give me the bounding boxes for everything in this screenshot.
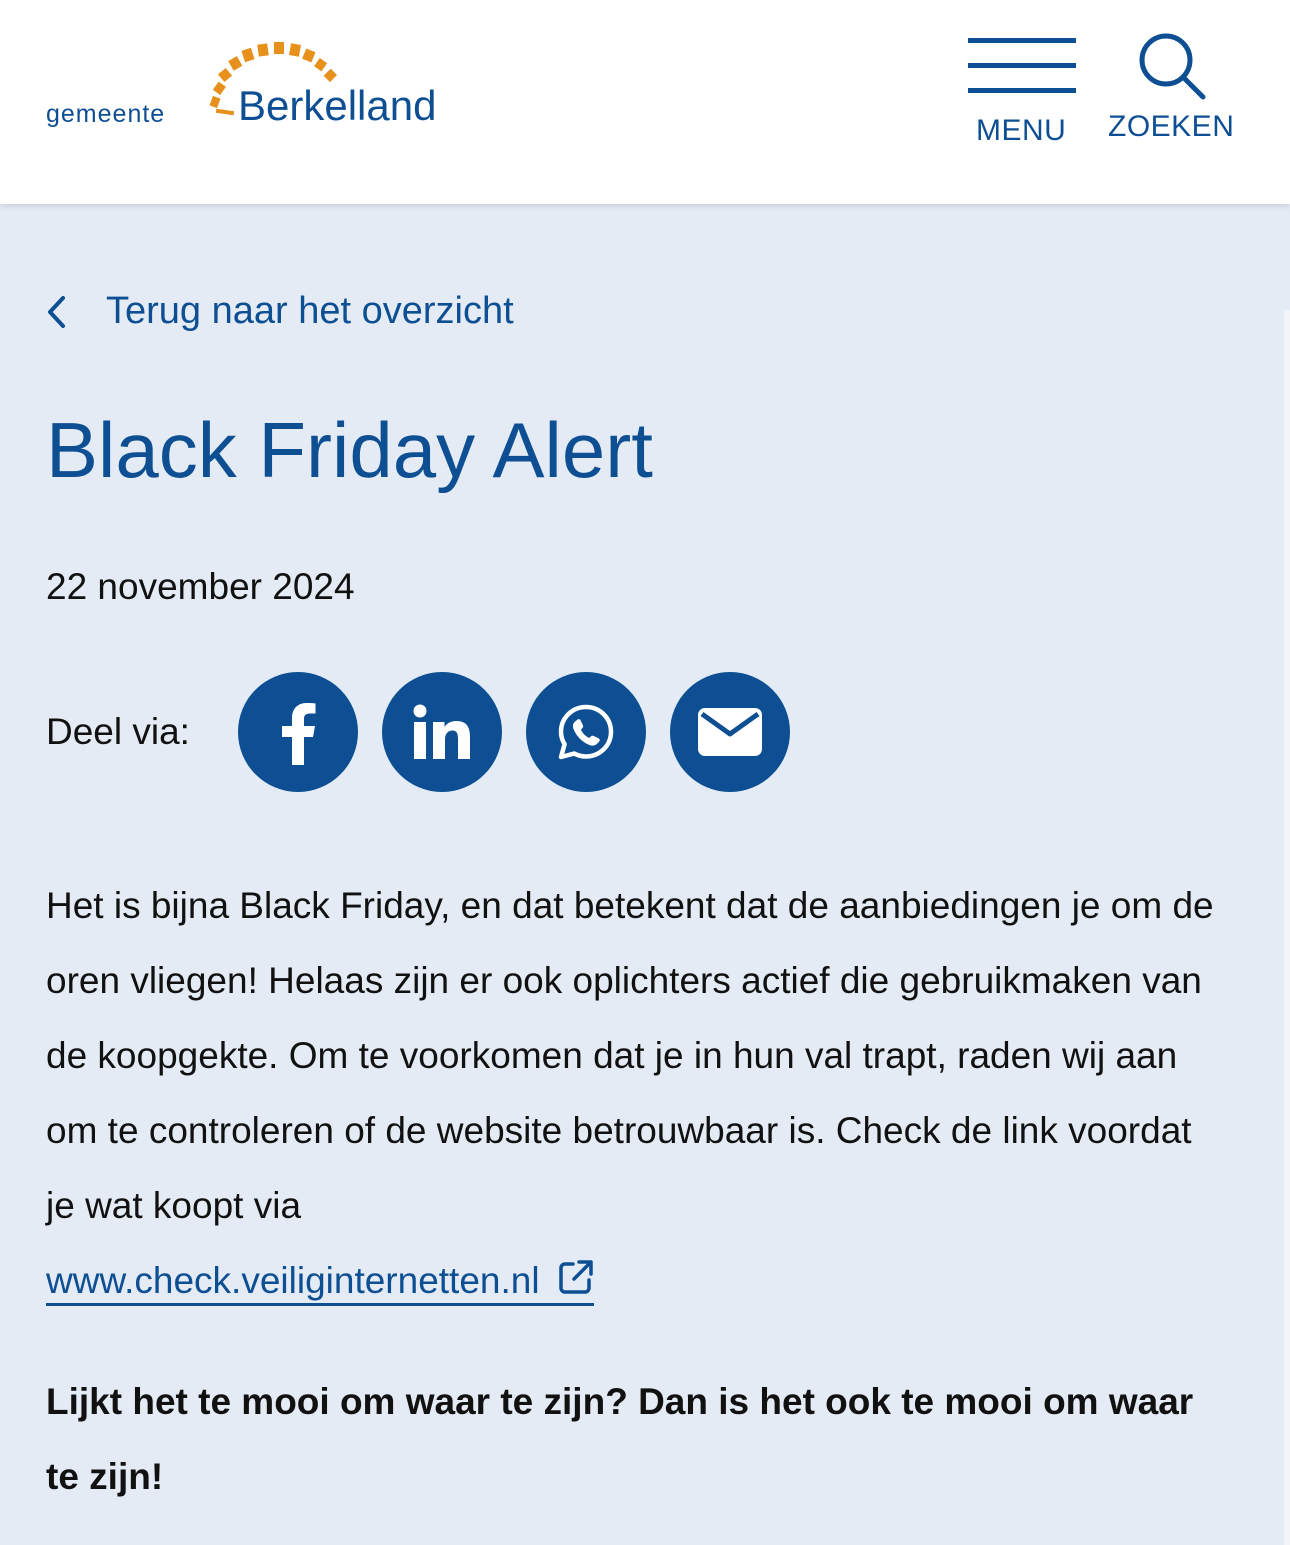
search-icon xyxy=(1136,30,1208,102)
facebook-icon xyxy=(278,699,318,765)
share-label: Deel via: xyxy=(46,711,190,752)
logo[interactable] xyxy=(46,40,466,140)
whatsapp-icon xyxy=(556,702,616,762)
menu-button[interactable] xyxy=(966,38,1078,158)
emphasis-text: Lijkt het te mooi om waar te zijn? Dan is het ook te mooi om waar te zijn! xyxy=(46,1381,1194,1497)
logo-name: Berkelland xyxy=(238,82,437,129)
article-body xyxy=(46,868,1226,1318)
back-link-label: Terug naar het overzicht xyxy=(106,290,514,332)
scrollbar[interactable] xyxy=(1284,310,1290,1545)
external-link[interactable] xyxy=(46,1260,594,1306)
back-to-overview-link[interactable] xyxy=(46,290,514,333)
linkedin-icon xyxy=(413,704,471,760)
mail-icon xyxy=(698,708,762,756)
share-linkedin-button[interactable] xyxy=(382,672,502,792)
share-whatsapp-button[interactable] xyxy=(526,672,646,792)
external-link-label: www.check.veiliginternetten.nl xyxy=(46,1260,540,1301)
logo-prefix: gemeente xyxy=(46,100,166,128)
menu-label: MENU xyxy=(976,114,1067,147)
page-title: Black Friday Alert xyxy=(46,406,653,494)
search-label: ZOEKEN xyxy=(1108,110,1235,143)
publish-date: 22 november 2024 xyxy=(46,566,355,607)
share-bar xyxy=(46,672,814,792)
article-body-text: Het is bijna Black Friday, en dat betekent dat de aanbiedingen je om de oren vliegen! Helaas zijn er ook oplichters actief die gebruikmaken van de koopgekte. Om te voorkomen dat je in hun val trapt, raden wij aan om te controleren of de website betrouwbaar is. Check de link voordat je wat koopt via xyxy=(46,885,1214,1226)
hamburger-icon xyxy=(968,38,1076,113)
share-facebook-button[interactable] xyxy=(238,672,358,792)
search-button[interactable] xyxy=(1106,30,1246,155)
chevron-left-icon xyxy=(46,295,66,329)
site-header xyxy=(0,0,1290,204)
external-link-icon xyxy=(558,1259,594,1295)
share-mail-button[interactable] xyxy=(670,672,790,792)
